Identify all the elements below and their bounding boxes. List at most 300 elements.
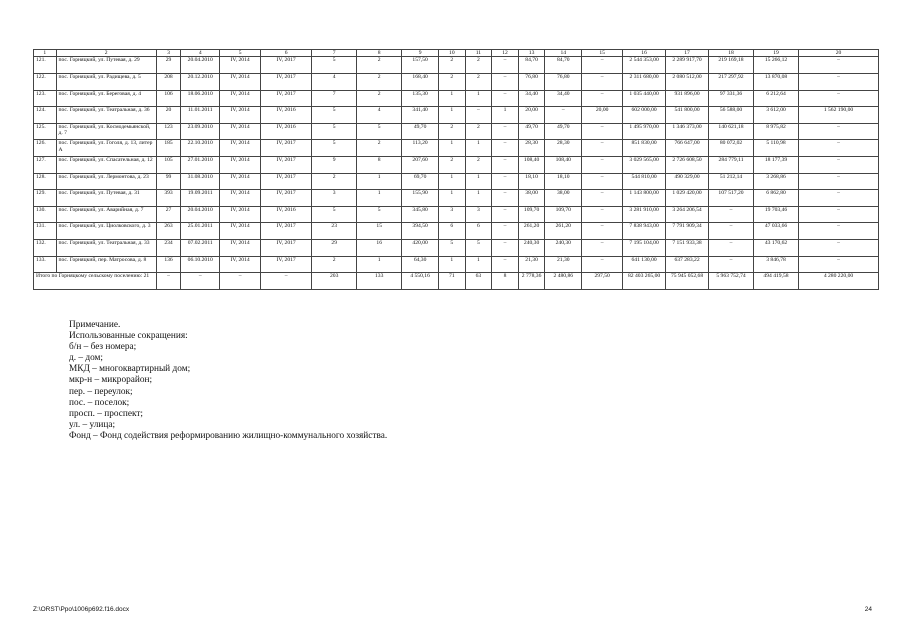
table-cell: 394,50: [402, 223, 439, 240]
table-cell: 27.01.2010: [181, 156, 220, 173]
table-cell: IV, 2014: [220, 173, 261, 190]
table-cell: 1 495 970,00: [623, 123, 666, 140]
table-cell: 105: [156, 156, 181, 173]
table-cell: 47 033,66: [754, 223, 799, 240]
table-cell: 2 544 353,00: [623, 57, 666, 74]
table-row: [34, 156, 879, 173]
table-cell: –: [799, 74, 879, 91]
table-cell: 208: [156, 74, 181, 91]
table-cell: 2: [312, 173, 357, 190]
table-cell: 80 072,02: [709, 140, 754, 157]
table-cell: 121.: [34, 57, 57, 74]
table-cell: –: [799, 256, 879, 273]
table-cell: 18.06.2010: [181, 90, 220, 107]
column-number-cell: 20: [799, 50, 879, 57]
table-cell: 132.: [34, 239, 57, 256]
table-cell: –: [492, 239, 519, 256]
table-cell: 263: [156, 223, 181, 240]
table-cell: 6 212,64: [754, 90, 799, 107]
table-cell: IV, 2016: [261, 206, 312, 223]
table-cell: 49,70: [402, 123, 439, 140]
table-cell: 8: [357, 156, 402, 173]
file-path-footer: Z:\ORST\Ppo\1006p692.f16.docx: [33, 606, 130, 613]
table-cell: 234: [156, 239, 181, 256]
table-cell: 1: [439, 256, 466, 273]
table-cell: 20: [156, 107, 181, 124]
table-cell: 16: [357, 239, 402, 256]
table-cell: 931 896,00: [666, 90, 709, 107]
table-row: [34, 90, 879, 107]
table-cell: 5: [439, 239, 466, 256]
table-cell: 19 703,46: [754, 206, 799, 223]
table-cell: 2: [357, 57, 402, 74]
table-cell: 64,30: [402, 256, 439, 273]
total-cell: 71: [439, 273, 466, 290]
table-cell: 5: [465, 239, 492, 256]
column-number-cell: 10: [439, 50, 466, 57]
total-cell: 82 403 265,00: [623, 273, 666, 290]
total-cell: 63: [465, 273, 492, 290]
table-cell: –: [492, 173, 519, 190]
address-cell: пос. Горняцкий, ул. Путевая, д. 29: [56, 57, 156, 74]
table-cell: 5: [312, 123, 357, 140]
total-cell: –: [181, 273, 220, 290]
table-cell: 3 281 910,00: [623, 206, 666, 223]
column-number-cell: 14: [545, 50, 582, 57]
table-cell: 3: [465, 206, 492, 223]
column-number-cell: 17: [666, 50, 709, 57]
table-cell: 1: [439, 107, 466, 124]
table-header-row: [34, 50, 879, 57]
table-cell: 99: [156, 173, 181, 190]
address-cell: пос. Горняцкий, ул. Радищева, д. 5: [56, 74, 156, 91]
table-row: [34, 173, 879, 190]
total-cell: 5 963 752,74: [709, 273, 754, 290]
total-cell: –: [220, 273, 261, 290]
table-cell: 261,20: [518, 223, 545, 240]
table-cell: 6: [439, 223, 466, 240]
table-cell: 4: [357, 107, 402, 124]
table-cell: 284 779,11: [709, 156, 754, 173]
table-cell: 219 169,18: [709, 57, 754, 74]
table-cell: 2 311 680,00: [623, 74, 666, 91]
table-cell: 97 331,36: [709, 90, 754, 107]
table-cell: 31.08.2010: [181, 173, 220, 190]
table-cell: 1: [465, 140, 492, 157]
table-cell: –: [492, 123, 519, 140]
column-number-cell: 8: [357, 50, 402, 57]
table-cell: IV, 2014: [220, 90, 261, 107]
table-cell: IV, 2014: [220, 123, 261, 140]
table-cell: –: [582, 90, 623, 107]
table-cell: –: [799, 206, 879, 223]
table-cell: 2: [357, 74, 402, 91]
table-cell: IV, 2017: [261, 173, 312, 190]
table-cell: 3 268,86: [754, 173, 799, 190]
total-cell: 75 945 052,68: [666, 273, 709, 290]
table-cell: 1: [465, 190, 492, 207]
column-number-cell: 1: [34, 50, 57, 57]
table-cell: 157,50: [402, 57, 439, 74]
table-cell: 18,10: [545, 173, 582, 190]
table-cell: 18,10: [518, 173, 545, 190]
table-cell: 29: [312, 239, 357, 256]
table-cell: 1 035 440,00: [623, 90, 666, 107]
table-cell: 420,00: [402, 239, 439, 256]
table-cell: 7 195 104,00: [623, 239, 666, 256]
table-cell: –: [799, 123, 879, 140]
table-cell: 240,30: [545, 239, 582, 256]
column-number-cell: 18: [709, 50, 754, 57]
table-cell: IV, 2016: [261, 107, 312, 124]
total-cell: 2 778,36: [518, 273, 545, 290]
table-cell: 113,20: [402, 140, 439, 157]
abbr-item: Фонд – Фонд содействия реформированию жилищно-коммунального хозяйства.: [69, 430, 388, 441]
table-cell: –: [582, 173, 623, 190]
table-cell: 1 562 190,00: [799, 107, 879, 124]
table-cell: IV, 2017: [261, 223, 312, 240]
table-cell: 2 289 917,70: [666, 57, 709, 74]
address-cell: пос. Горняцкий, ул. Лермонтова, д. 23: [56, 173, 156, 190]
table-cell: IV, 2014: [220, 206, 261, 223]
table-cell: IV, 2014: [220, 74, 261, 91]
table-cell: –: [582, 57, 623, 74]
table-cell: –: [709, 239, 754, 256]
table-cell: 5: [357, 123, 402, 140]
table-cell: 7: [312, 90, 357, 107]
table-cell: –: [709, 206, 754, 223]
table-cell: 602 000,00: [623, 107, 666, 124]
address-cell: пос. Горняцкий, ул. Путевая, д. 31: [56, 190, 156, 207]
address-cell: пос. Горняцкий, пер. Матросова, д. 8: [56, 256, 156, 273]
table-cell: 637 283,22: [666, 256, 709, 273]
abbr-item: б/н – без номера;: [69, 342, 137, 353]
table-cell: 123: [156, 123, 181, 140]
column-number-cell: 12: [492, 50, 519, 57]
total-cell: 203: [312, 273, 357, 290]
table-cell: –: [799, 57, 879, 74]
table-cell: 393: [156, 190, 181, 207]
table-cell: 2: [465, 57, 492, 74]
total-label-cell: Итого по Горняцкому сельскому поселению: 21: [34, 273, 157, 290]
table-cell: –: [492, 74, 519, 91]
table-cell: 130.: [34, 206, 57, 223]
abbr-item: мкр-н – микрорайон;: [69, 375, 153, 386]
table-cell: 2: [439, 57, 466, 74]
table-cell: –: [582, 156, 623, 173]
table-cell: 49,70: [518, 123, 545, 140]
table-cell: 5 110,98: [754, 140, 799, 157]
table-cell: 1: [357, 256, 402, 273]
table-cell: 34,40: [545, 90, 582, 107]
table-cell: 15: [357, 223, 402, 240]
table-row: [34, 123, 879, 140]
table-cell: 131.: [34, 223, 57, 240]
table-cell: 69,70: [402, 173, 439, 190]
table-cell: 123.: [34, 90, 57, 107]
table-cell: 5: [357, 206, 402, 223]
table-cell: 20.04.2010: [181, 206, 220, 223]
table-cell: –: [799, 173, 879, 190]
table-cell: 133.: [34, 256, 57, 273]
table-cell: 3 846,78: [754, 256, 799, 273]
column-number-cell: 3: [156, 50, 181, 57]
table-cell: 49,70: [545, 123, 582, 140]
table-cell: –: [492, 223, 519, 240]
notes-title: Примечание.: [69, 320, 121, 330]
column-number-cell: 4: [181, 50, 220, 57]
table-cell: 06.10.2010: [181, 256, 220, 273]
table-cell: 76,80: [545, 74, 582, 91]
address-cell: пос. Горняцкий, ул. Циолковского, д. 3: [56, 223, 156, 240]
table-row: [34, 239, 879, 256]
table-total-row: [34, 273, 879, 290]
table-cell: 541 800,00: [666, 107, 709, 124]
table-cell: IV, 2017: [261, 140, 312, 157]
table-cell: 490 329,00: [666, 173, 709, 190]
table-row: [34, 140, 879, 157]
table-cell: 107 517,20: [709, 190, 754, 207]
table-cell: 1: [439, 90, 466, 107]
table-cell: IV, 2014: [220, 107, 261, 124]
column-number-cell: 6: [261, 50, 312, 57]
table-cell: 23.09.2010: [181, 123, 220, 140]
column-number-cell: 9: [402, 50, 439, 57]
table-cell: –: [799, 239, 879, 256]
table-cell: IV, 2017: [261, 239, 312, 256]
total-cell: 4 280 220,00: [799, 273, 879, 290]
address-cell: пос. Горняцкий, ул. Космодемьянской, д. 7: [56, 123, 156, 140]
table-cell: 20,00: [518, 107, 545, 124]
table-cell: IV, 2017: [261, 90, 312, 107]
total-cell: 2 480,86: [545, 273, 582, 290]
table-cell: 127.: [34, 156, 57, 173]
table-cell: 25.01.2011: [181, 223, 220, 240]
table-cell: 129.: [34, 190, 57, 207]
table-cell: 109,70: [518, 206, 545, 223]
table-cell: –: [799, 190, 879, 207]
table-cell: 20.12.2010: [181, 74, 220, 91]
table-cell: –: [799, 140, 879, 157]
table-cell: 9: [312, 156, 357, 173]
table-cell: IV, 2017: [261, 256, 312, 273]
column-number-cell: 7: [312, 50, 357, 57]
abbr-item: д. – дом;: [69, 353, 104, 364]
table-cell: 240,30: [518, 239, 545, 256]
table-cell: 136: [156, 256, 181, 273]
table-cell: 2: [465, 74, 492, 91]
table-cell: 2: [439, 123, 466, 140]
table-cell: –: [582, 190, 623, 207]
table-cell: 1: [465, 90, 492, 107]
table-cell: IV, 2014: [220, 256, 261, 273]
table-cell: 5: [312, 140, 357, 157]
total-cell: 297,50: [582, 273, 623, 290]
table-cell: 38,00: [545, 190, 582, 207]
table-cell: 125.: [34, 123, 57, 140]
table-cell: IV, 2014: [220, 190, 261, 207]
table-cell: 11.01.2011: [181, 107, 220, 124]
table-cell: 1 346 373,00: [666, 123, 709, 140]
table-cell: 2: [439, 74, 466, 91]
table-cell: IV, 2017: [261, 74, 312, 91]
table-cell: 34,40: [518, 90, 545, 107]
table-row: [34, 57, 879, 74]
table-cell: 1: [465, 173, 492, 190]
table-cell: 21,30: [518, 256, 545, 273]
table-cell: 21,30: [545, 256, 582, 273]
table-cell: –: [582, 140, 623, 157]
table-cell: IV, 2016: [261, 123, 312, 140]
table-cell: 135,30: [402, 90, 439, 107]
table-cell: 217 297,92: [709, 74, 754, 91]
notes-section: [69, 320, 387, 442]
table-cell: –: [492, 206, 519, 223]
abbr-item: пер. – переулок;: [69, 386, 133, 397]
table-cell: 5: [312, 206, 357, 223]
table-cell: –: [545, 107, 582, 124]
abbr-item: пос. – поселок;: [69, 397, 130, 408]
table-row: [34, 74, 879, 91]
table-cell: 641 130,00: [623, 256, 666, 273]
abbr-item: ул. – улица;: [69, 419, 116, 430]
abbr-item: просп. – проспект;: [69, 408, 143, 419]
table-cell: IV, 2014: [220, 57, 261, 74]
table-row: [34, 256, 879, 273]
table-cell: 1: [439, 140, 466, 157]
table-cell: 2: [465, 156, 492, 173]
table-cell: 126.: [34, 140, 57, 157]
table-cell: 1: [439, 173, 466, 190]
column-number-cell: 16: [623, 50, 666, 57]
table-cell: 1 029 420,00: [666, 190, 709, 207]
table-cell: IV, 2014: [220, 140, 261, 157]
table-cell: 43 170,62: [754, 239, 799, 256]
table-cell: 2: [439, 156, 466, 173]
table-cell: 122.: [34, 74, 57, 91]
table-cell: 4: [312, 74, 357, 91]
table-cell: 15 266,12: [754, 57, 799, 74]
table-cell: –: [492, 90, 519, 107]
table-cell: –: [582, 256, 623, 273]
table-cell: 2: [357, 140, 402, 157]
table-cell: –: [799, 90, 879, 107]
total-cell: 4 550,16: [402, 273, 439, 290]
table-cell: 766 647,00: [666, 140, 709, 157]
total-cell: 133: [357, 273, 402, 290]
total-cell: 8: [492, 273, 519, 290]
abbreviations-title: Использованные сокращения:: [69, 331, 188, 342]
table-cell: 5: [312, 107, 357, 124]
table-cell: –: [709, 256, 754, 273]
column-number-cell: 5: [220, 50, 261, 57]
table-cell: –: [492, 57, 519, 74]
table-cell: 7 791 909,34: [666, 223, 709, 240]
table-cell: –: [492, 156, 519, 173]
table-cell: IV, 2014: [220, 156, 261, 173]
table-cell: –: [582, 123, 623, 140]
column-number-cell: 2: [56, 50, 156, 57]
table-cell: 76,80: [518, 74, 545, 91]
table-cell: 28,30: [518, 140, 545, 157]
table-row: [34, 107, 879, 124]
table-cell: 108,40: [518, 156, 545, 173]
table-row: [34, 206, 879, 223]
address-cell: пос. Горняцкий, ул. Театральная, д. 36: [56, 107, 156, 124]
table-cell: 84,70: [545, 57, 582, 74]
table-cell: 3: [439, 206, 466, 223]
table-cell: –: [465, 107, 492, 124]
table-cell: 128.: [34, 173, 57, 190]
table-cell: 1: [357, 190, 402, 207]
table-cell: 6 862,80: [754, 190, 799, 207]
table-cell: IV, 2017: [261, 57, 312, 74]
table-cell: 140 621,18: [709, 123, 754, 140]
table-cell: 155,90: [402, 190, 439, 207]
table-cell: 168,40: [402, 74, 439, 91]
page-number: 24: [864, 606, 872, 613]
column-number-cell: 15: [582, 50, 623, 57]
table-cell: –: [799, 223, 879, 240]
table-cell: IV, 2014: [220, 239, 261, 256]
table-cell: 1: [439, 190, 466, 207]
table-cell: 851 830,00: [623, 140, 666, 157]
table-cell: 341,40: [402, 107, 439, 124]
table-cell: 2: [312, 256, 357, 273]
table-cell: 2: [465, 123, 492, 140]
table-cell: 20,00: [582, 107, 623, 124]
table-cell: 2 080 512,00: [666, 74, 709, 91]
address-cell: пос. Горняцкий, ул. Аварийная, д. 7: [56, 206, 156, 223]
table-cell: –: [582, 74, 623, 91]
table-cell: 22.10.2010: [181, 140, 220, 157]
table-cell: 345,80: [402, 206, 439, 223]
table-cell: 8 975,82: [754, 123, 799, 140]
table-cell: 1 143 800,00: [623, 190, 666, 207]
total-cell: –: [156, 273, 181, 290]
table-cell: –: [582, 206, 623, 223]
table-cell: 3 264 206,54: [666, 206, 709, 223]
table-cell: 6: [465, 223, 492, 240]
table-cell: 106: [156, 90, 181, 107]
table-cell: 29: [156, 57, 181, 74]
table-cell: 1: [357, 173, 402, 190]
table-cell: 7 151 933,38: [666, 239, 709, 256]
table-cell: –: [492, 256, 519, 273]
table-cell: 109,70: [545, 206, 582, 223]
table-cell: 207,60: [402, 156, 439, 173]
total-cell: 494 419,58: [754, 273, 799, 290]
table-cell: –: [799, 156, 879, 173]
table-cell: –: [492, 140, 519, 157]
column-number-cell: 19: [754, 50, 799, 57]
table-cell: 51 212,14: [709, 173, 754, 190]
table-cell: 3 029 565,00: [623, 156, 666, 173]
address-cell: пос. Горняцкий, ул. Гоголя, д. 13, литер А: [56, 140, 156, 157]
table-cell: 7 838 943,00: [623, 223, 666, 240]
address-cell: пос. Горняцкий, ул. Театральная, д. 33: [56, 239, 156, 256]
table-cell: –: [709, 223, 754, 240]
table-cell: 13 870,08: [754, 74, 799, 91]
address-cell: пос. Горняцкий, ул. Береговая, д. 4: [56, 90, 156, 107]
table-row: [34, 223, 879, 240]
table-cell: 23: [312, 223, 357, 240]
table-cell: –: [582, 223, 623, 240]
abbr-item: МКД – многоквартирный дом;: [69, 364, 191, 375]
table-cell: 27: [156, 206, 181, 223]
table-cell: 5: [312, 57, 357, 74]
table-cell: IV, 2017: [261, 190, 312, 207]
